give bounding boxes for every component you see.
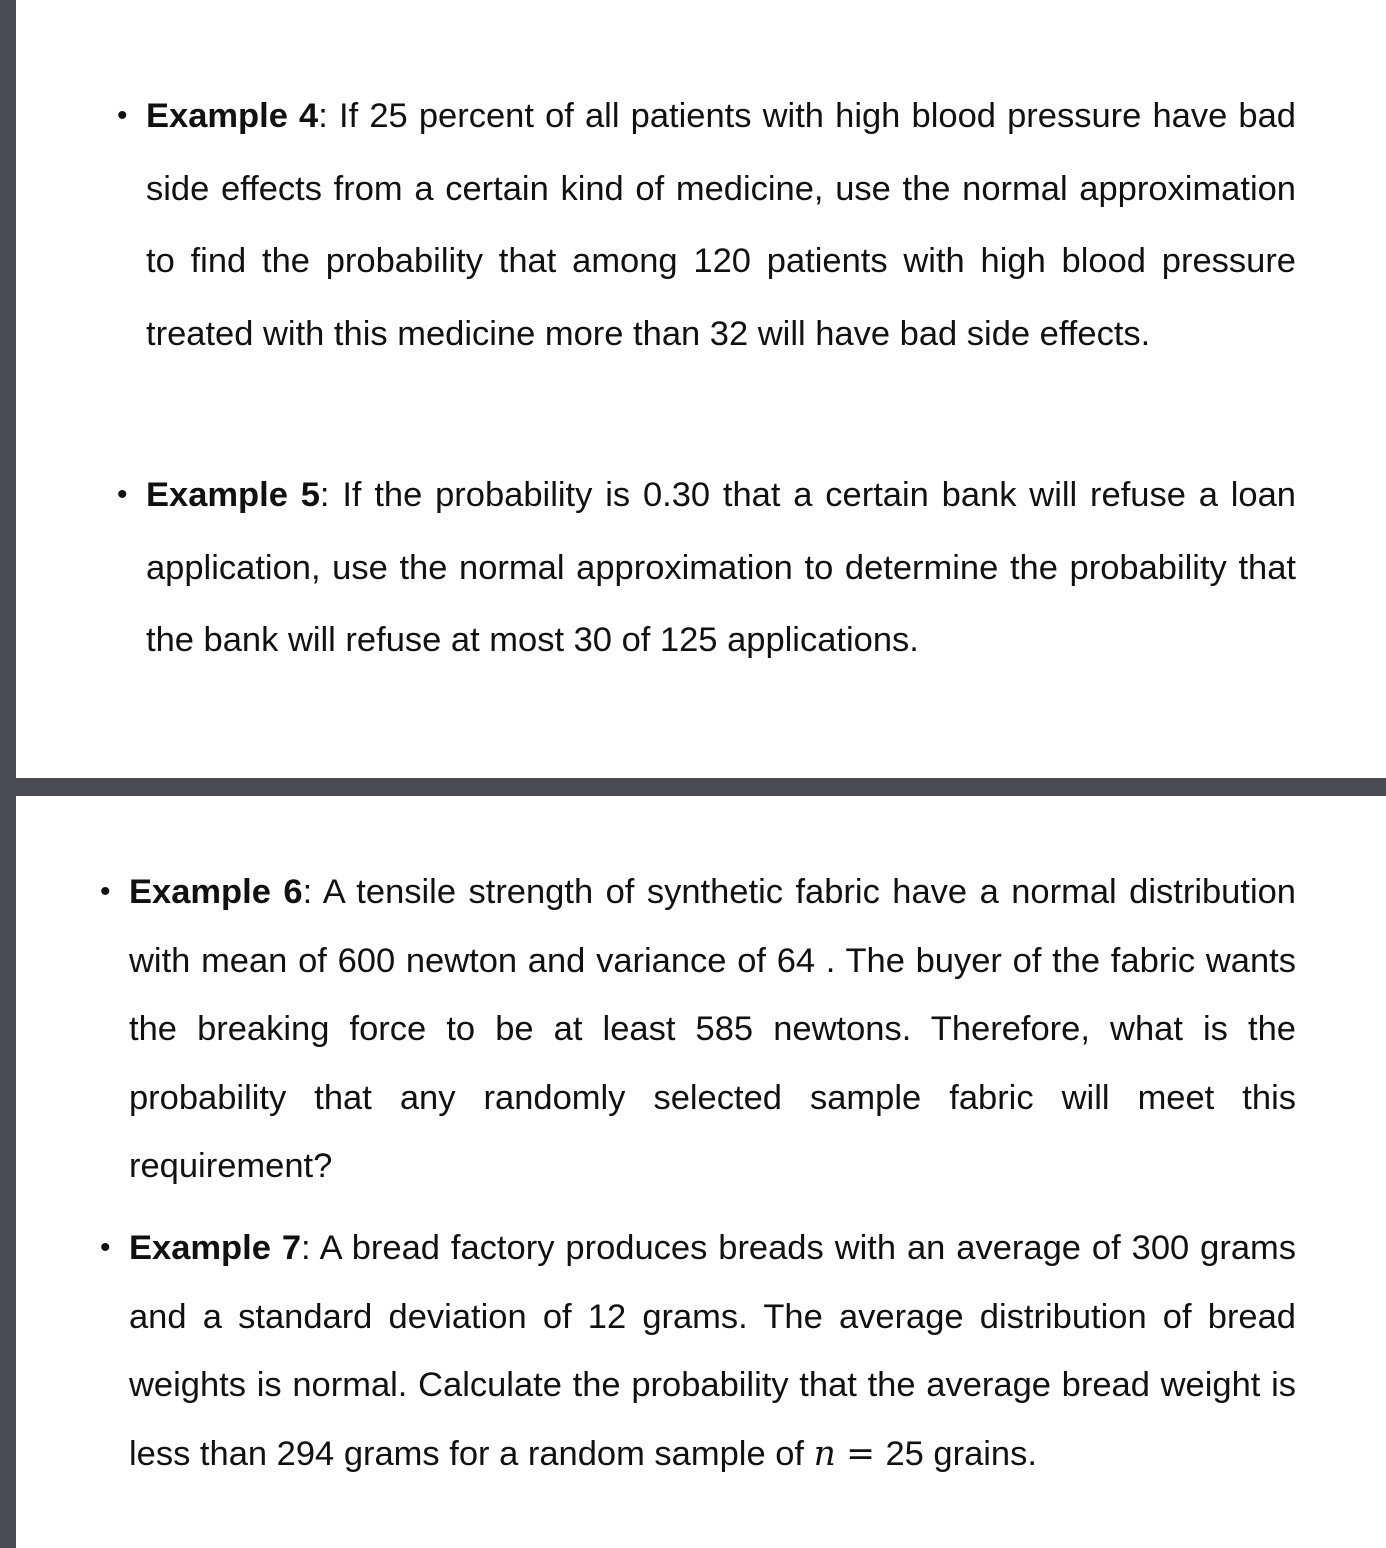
example-4-label: Example 4	[146, 97, 319, 135]
example-5-separator: :	[319, 476, 330, 514]
example-6-label: Example 6	[129, 873, 303, 911]
math-variable-n: n	[813, 1433, 836, 1474]
example-7-separator: :	[301, 1229, 311, 1267]
example-5-text: If the probability is 0.30 that a certain bank will refuse a loan application, use the normal approximation to determine the probability that the bank will refuse at most 30 of 125 applications.	[146, 476, 1296, 660]
example-5-paragraph	[117, 459, 1296, 677]
bullet-icon: •	[117, 99, 128, 132]
document-page-2	[16, 796, 1386, 1548]
example-5-label: Example 5	[146, 476, 320, 514]
example-6-separator: :	[302, 873, 313, 911]
example-4-separator: :	[318, 97, 328, 135]
example-7-text-end: 25 grains.	[885, 1434, 1037, 1473]
example-6-text: A tensile strength of synthetic fabric have a normal distribution with mean of 600 newton and variance of 64 . The buyer of the fabric wants the breaking force to be at least 585 newtons. Therefore, what is the probability that any randomly selected sample fabric will meet this requirement?	[129, 873, 1296, 1185]
bullet-icon: •	[100, 875, 111, 908]
document-page-1	[16, 0, 1386, 778]
example-7-paragraph	[100, 1214, 1296, 1488]
example-4-paragraph	[117, 80, 1296, 370]
bullet-icon: •	[117, 478, 128, 511]
example-7-label: Example 7	[129, 1229, 302, 1267]
example-6-paragraph	[100, 858, 1296, 1201]
example-7-text: A bread factory produces breads with an average of 300 grams and a standard deviation of 12 grams. The average distribution of bread weights is normal. Calculate the probability that the average bread weight is less than 294 grams for a random sample of	[129, 1229, 1296, 1473]
math-equals-sign: =	[846, 1433, 876, 1474]
example-4-text: If 25 percent of all patients with high blood pressure have bad side effects from a certain kind of medicine, use the normal approximation to find the probability that among 120 patients with high blood pressure treated with this medicine more than 32 will have bad side effects.	[146, 97, 1296, 353]
bullet-icon: •	[100, 1231, 111, 1264]
